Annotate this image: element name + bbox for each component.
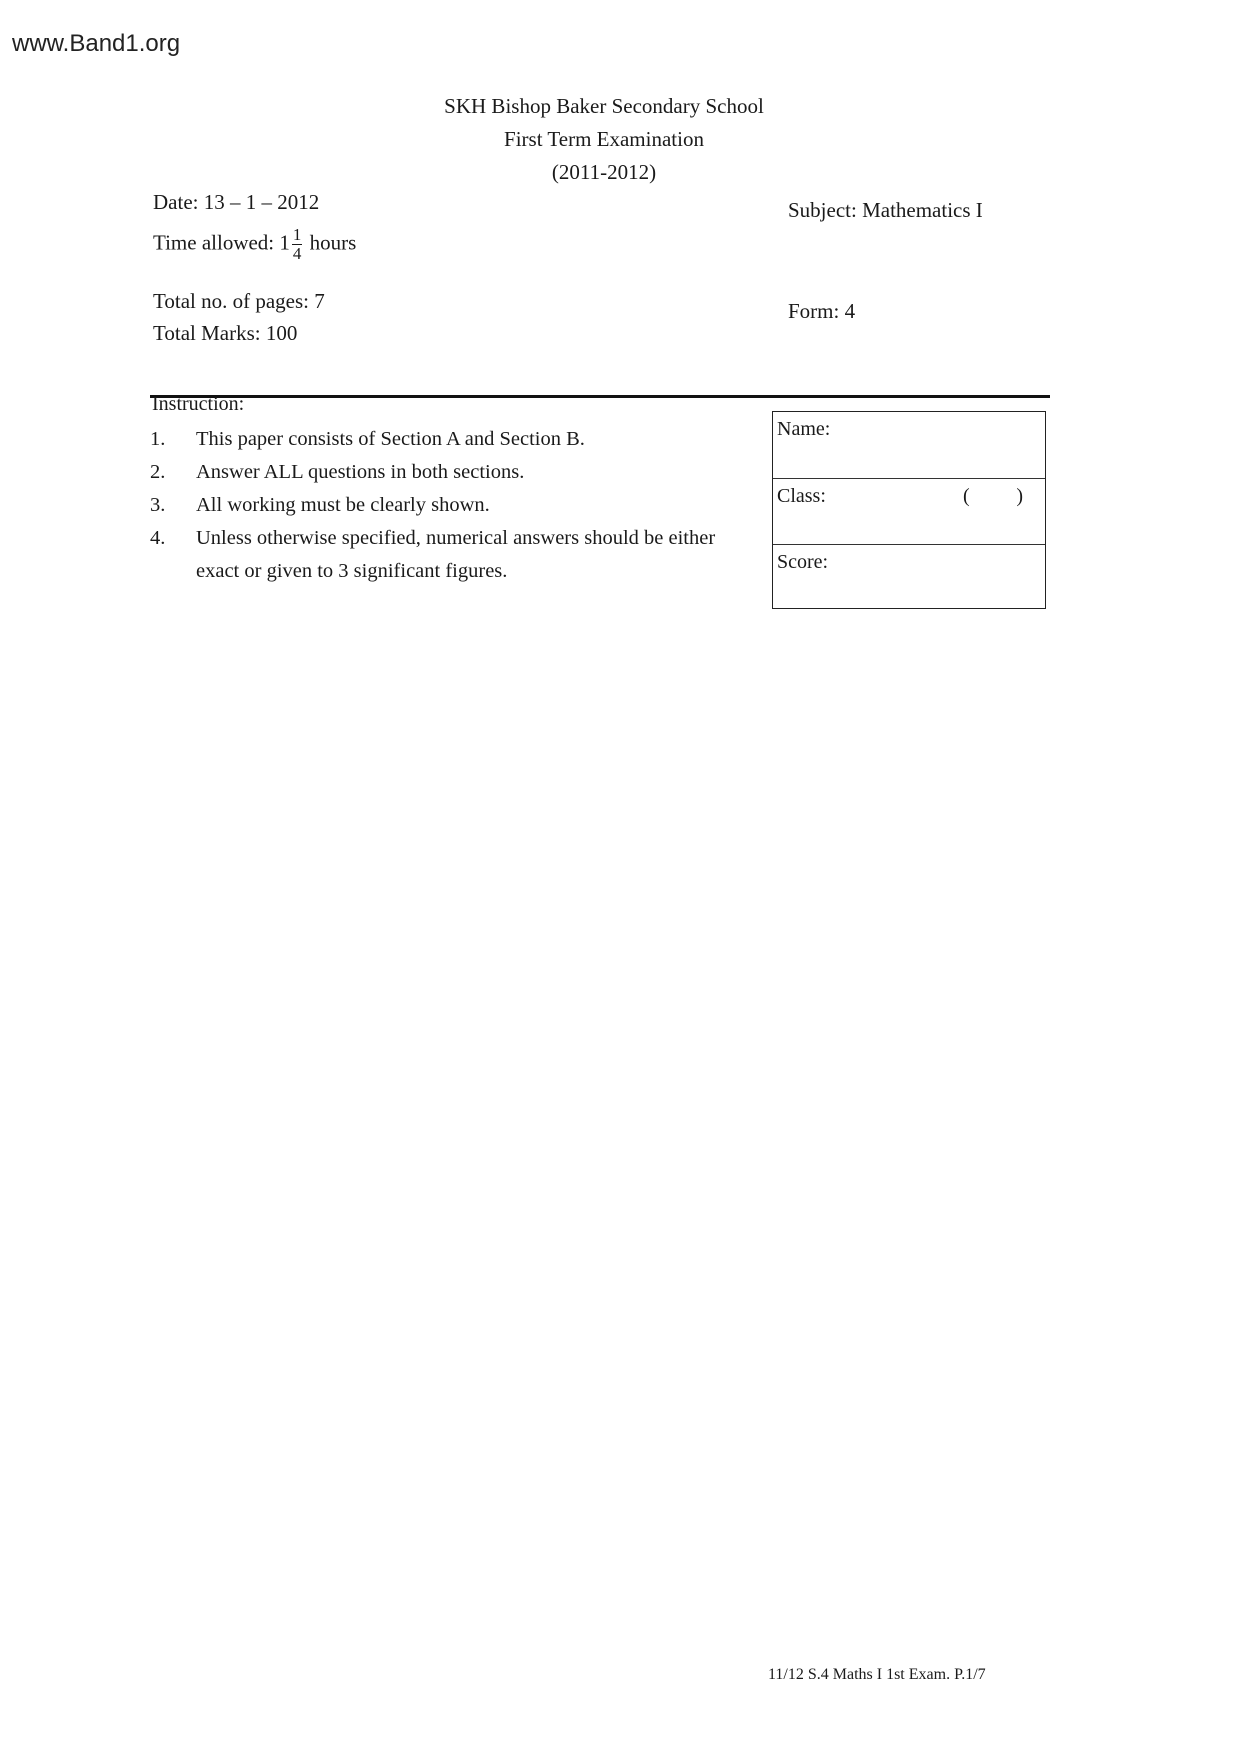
instructions-title: Instruction: [152,393,245,415]
open-bracket: ( [963,485,970,507]
score-label: Score: [777,551,829,573]
exam-title: First Term Examination [504,127,704,151]
instruction-number: 3. [150,494,166,516]
name-label: Name: [777,418,831,440]
time-allowed-unit: hours [309,230,357,255]
instruction-text: All working must be clearly shown. [196,494,490,516]
close-bracket: ) [1016,485,1023,507]
page-footer: 11/12 S.4 Maths I 1st Exam. P.1/7 [768,1666,986,1683]
exam-header [432,90,776,189]
instruction-text: Answer ALL questions in both sections. [196,461,525,483]
student-info-box [772,411,1046,609]
instruction-item [150,522,740,588]
academic-year: (2011-2012) [551,160,657,184]
instruction-number: 2. [150,461,166,483]
time-allowed [153,226,356,263]
class-label: Class: [777,485,826,507]
time-fraction [292,226,303,263]
instruction-number: 1. [150,428,166,450]
instructions-list [150,423,740,588]
total-pages: Total no. of pages: 7 [153,289,325,313]
school-name: SKH Bishop Baker Secondary School [444,94,764,118]
name-row[interactable] [773,412,1045,478]
instruction-item [150,423,740,456]
instruction-item [150,489,740,522]
watermark-url: www.Band1.org [12,30,181,57]
exam-date: Date: 13 – 1 – 2012 [153,190,320,214]
fraction-denominator: 4 [292,244,302,263]
form-level: Form: 4 [788,299,856,323]
header-divider [150,395,1050,398]
class-number-brackets [963,485,1023,508]
time-allowed-prefix: Time allowed: 1 [153,230,290,255]
instruction-item [150,456,740,489]
class-row[interactable] [773,478,1045,544]
score-row[interactable] [773,544,1045,610]
instruction-number: 4. [150,527,166,549]
subject: Subject: Mathematics I [788,198,983,222]
fraction-numerator: 1 [292,225,302,244]
instruction-text: This paper consists of Section A and Section B. [196,428,585,450]
instruction-text: Unless otherwise specified, numerical answers should be either exact or given to 3 significant figures. [196,527,716,582]
total-marks: Total Marks: 100 [153,321,298,345]
